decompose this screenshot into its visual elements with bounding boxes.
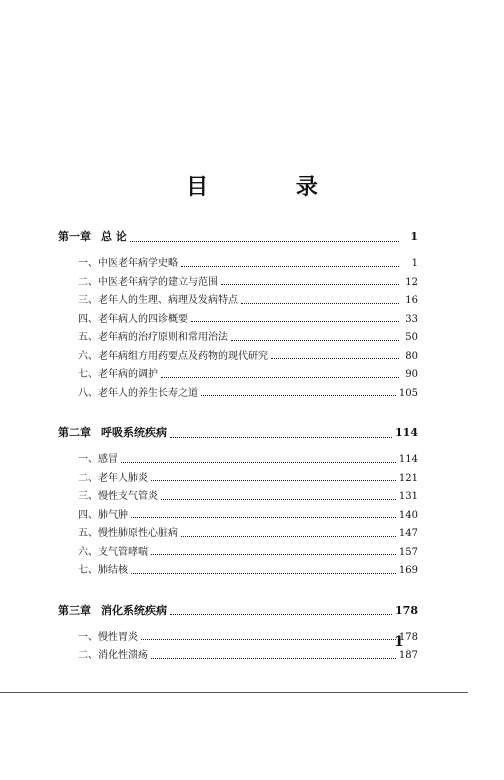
page-ref: 140 [398,509,418,521]
toc-entry[interactable] [58,384,418,403]
chapter-number: 第二章 [58,426,91,439]
dot-leader [131,573,396,574]
chapter-number: 第三章 [58,603,91,617]
dot-leader [231,340,399,341]
chapter-number: 第一章 [58,230,91,243]
dot-leader [121,462,396,463]
page-title: 目 录 [186,174,358,200]
page-ref: 90 [405,369,418,380]
entry-label: 二、中医老年病学的建立与范围 [78,276,218,288]
toc-entry[interactable] [58,469,418,488]
dot-leader [170,614,392,615]
entry-label: 五、慢性肺原性心脏病 [78,528,178,539]
chapter-2 [58,424,418,580]
dot-leader [201,395,396,396]
dot-leader [181,536,396,537]
chapter-title: 总 论 [101,230,127,243]
page-ref: 114 [395,426,418,439]
toc-entry[interactable] [58,561,418,580]
toc-entry[interactable] [58,628,418,647]
chapter-title: 呼吸系统疾病 [101,426,167,439]
page-ref: 16 [405,295,418,306]
toc-entry[interactable] [58,450,418,469]
toc-entry[interactable] [58,310,418,329]
chapter-title: 消化系统疾病 [101,603,167,617]
page-ref: 80 [405,350,418,362]
page-ref: 131 [398,491,418,502]
chapter-heading[interactable] [58,228,418,248]
dot-leader [271,358,399,359]
divider-line [0,692,468,693]
entry-label: 一、慢性胃炎 [78,631,138,643]
toc-entry[interactable] [58,347,418,366]
page-ref: 12 [405,276,418,288]
dot-leader [141,639,396,640]
dot-leader [191,321,399,322]
entry-label: 三、老年人的生理、病理及发病特点 [78,295,238,306]
toc-entry[interactable] [58,646,418,665]
entry-label: 六、支气管哮喘 [78,546,148,558]
entry-label: 二、消化性溃疡 [78,650,148,661]
page-ref: 169 [398,565,418,576]
entry-label: 五、老年病的治疗原则和常用治法 [78,332,228,343]
page-ref: 114 [398,454,418,465]
entry-label: 八、老年人的养生长寿之道 [78,387,198,399]
dot-leader [181,266,399,267]
dot-leader [151,480,396,481]
toc-entry[interactable] [58,524,418,543]
entry-label: 一、感冒 [78,454,118,465]
dot-leader [161,377,399,378]
toc-entry[interactable] [58,254,418,273]
page-number: 1 [394,634,404,650]
dot-leader [221,284,399,285]
dot-leader [151,658,396,659]
entry-label: 七、老年病的调护 [78,369,158,380]
toc-entry[interactable] [58,506,418,525]
page-ref: 1 [410,230,418,243]
entry-label: 六、老年病组方用药要点及药物的现代研究 [78,350,268,362]
dot-leader [241,303,399,304]
entry-label: 七、肺结核 [78,565,128,576]
page-ref: 178 [395,603,418,617]
page-ref: 33 [405,313,418,325]
page-ref: 105 [398,387,418,399]
chapter-1 [58,228,418,402]
entry-label: 四、老年病人的四诊概要 [78,313,188,325]
page-ref: 178 [398,631,418,643]
page-ref: 187 [398,650,418,661]
page-ref: 50 [405,332,418,343]
page-ref: 121 [398,472,418,484]
dot-leader [130,241,399,242]
dot-leader [151,554,396,555]
page-ref: 147 [398,528,418,539]
toc-entry[interactable] [58,291,418,310]
toc-entry[interactable] [58,273,418,292]
toc-entry[interactable] [58,543,418,562]
chapter-heading[interactable] [58,602,418,622]
toc-entry[interactable] [58,328,418,347]
entry-label: 四、肺气肿 [78,509,128,521]
entry-label: 一、中医老年病学史略 [78,258,178,269]
page-ref: 1 [411,258,418,269]
dot-leader [131,517,396,518]
toc-entry[interactable] [58,487,418,506]
page-ref: 157 [398,546,418,558]
entry-label: 二、老年人肺炎 [78,472,148,484]
entry-label: 三、慢性支气管炎 [78,491,158,502]
dot-leader [161,499,396,500]
toc-entry[interactable] [58,365,418,384]
dot-leader [170,437,392,438]
table-of-contents [58,228,418,687]
chapter-3 [58,602,418,665]
chapter-heading[interactable] [58,424,418,444]
